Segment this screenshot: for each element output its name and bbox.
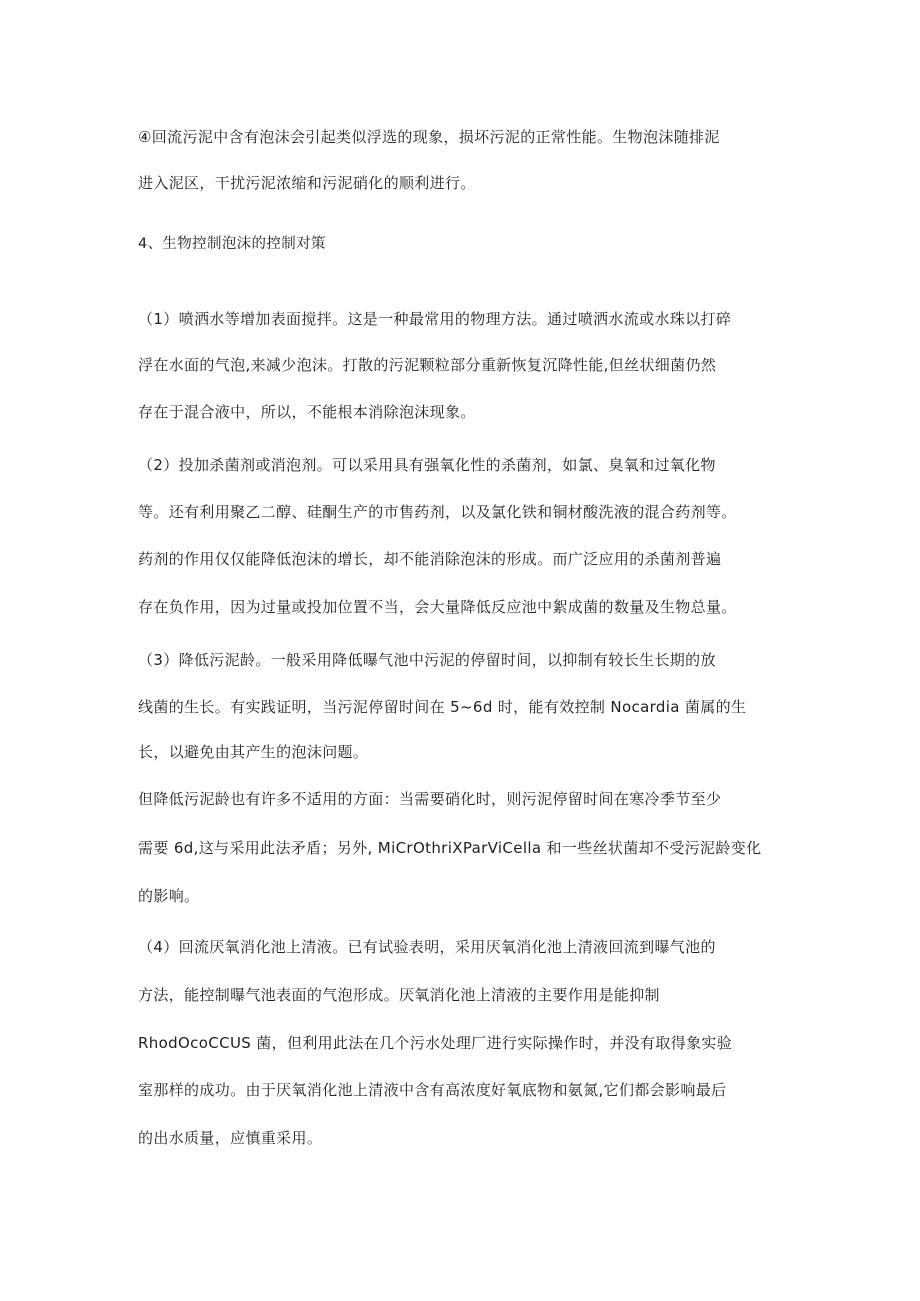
paragraph-line: 室那样的成功。由于厌氧消化池上清液中含有高浓度好氧底物和氨氮,它们都会影响最后 — [138, 1081, 727, 1099]
paragraph-line: （4）回流厌氧消化池上清液。已有试验表明，采用厌氧消化池上清液回流到曝气池的 — [138, 938, 716, 956]
paragraph-line: （1）喷洒水等增加表面搅拌。这是一种最常用的物理方法。通过喷洒水流或水珠以打碎 — [138, 310, 732, 328]
paragraph-line: 药剂的作用仅仅能降低泡沫的增长，却不能消除泡沫的形成。而广泛应用的杀菌剂普遍 — [138, 550, 722, 568]
paragraph-line: RhodOcoCCUS 菌，但利用此法在几个污水处理厂进行实际操作时，并没有取得象实验 — [138, 1034, 733, 1052]
paragraph-line: 等。还有利用聚乙二醇、硅酮生产的市售药剂，以及氯化铁和铜材酸洗液的混合药剂等。 — [138, 503, 737, 521]
paragraph-line: （2）投加杀菌剂或消泡剂。可以采用具有强氧化性的杀菌剂，如氯、臭氧和过氧化物 — [138, 456, 716, 474]
section-heading: 4、生物控制泡沫的控制对策 — [138, 236, 326, 252]
paragraph-line: 需要 6d,这与采用此法矛盾；另外, MiCrOthriXParViCella 和一些丝状菌却不受污泥龄变化 — [138, 839, 762, 857]
paragraph-line: 线菌的生长。有实践证明，当污泥停留时间在 5~6d 时，能有效控制 Nocardia 菌属的生 — [138, 698, 747, 716]
paragraph-line: 存在负作用，因为过量或投加位置不当，会大量降低反应池中絮成菌的数量及生物总量。 — [138, 598, 737, 616]
paragraph-line: 方法，能控制曝气池表面的气泡形成。厌氧消化池上清液的主要作用是能抑制 — [138, 986, 660, 1004]
paragraph-line: 存在于混合液中，所以，不能根本消除泡沫现象。 — [138, 403, 476, 421]
paragraph-line: 长，以避免由其产生的泡沫问题。 — [138, 743, 369, 761]
paragraph-line: 的出水质量，应慎重采用。 — [138, 1129, 323, 1147]
paragraph-line: 进入泥区，干扰污泥浓缩和污泥硝化的顺利进行。 — [138, 174, 476, 192]
paragraph-line: ④回流污泥中含有泡沫会引起类似浮选的现象，损坏污泥的正常性能。生物泡沫随排泥 — [138, 128, 720, 146]
paragraph-line: 浮在水面的气泡,来减少泡沫。打散的污泥颗粒部分重新恢复沉降性能,但丝状细菌仍然 — [138, 356, 717, 374]
paragraph-line: 但降低污泥龄也有许多不适用的方面：当需要硝化时，则污泥停留时间在寒冷季节至少 — [138, 790, 722, 808]
paragraph-line: 的影响。 — [138, 887, 200, 905]
paragraph-line: （3）降低污泥龄。一般采用降低曝气池中污泥的停留时间，以抑制有较长生长期的放 — [138, 651, 716, 669]
